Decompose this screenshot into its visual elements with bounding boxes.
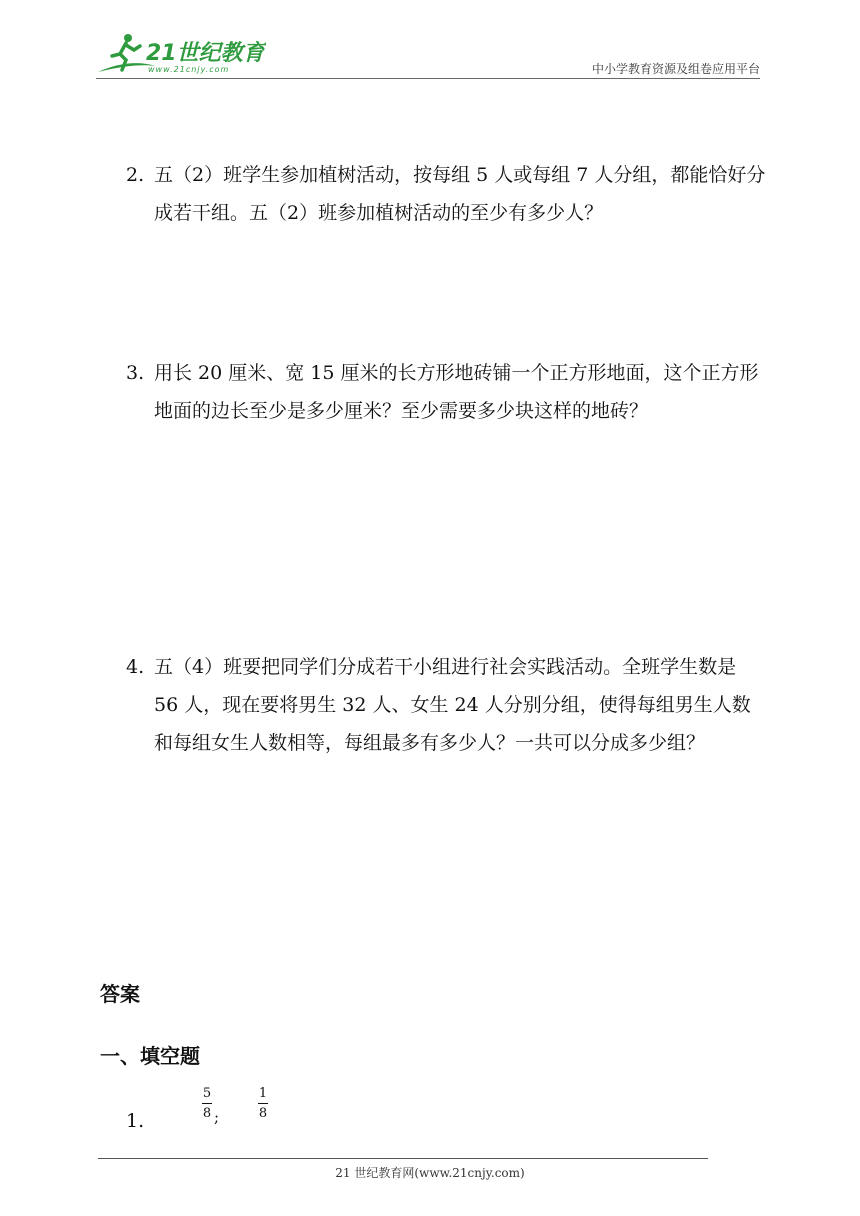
fraction-denominator: 8 bbox=[202, 1106, 212, 1121]
fraction-denominator: 8 bbox=[258, 1106, 268, 1121]
answer-number: 1. bbox=[126, 1110, 145, 1132]
logo-text: 21世纪教育 bbox=[146, 41, 265, 66]
answers-heading: 答案 bbox=[100, 982, 140, 1006]
page-header bbox=[96, 30, 760, 80]
answer-item-1 bbox=[126, 1086, 426, 1136]
site-logo bbox=[96, 30, 266, 78]
question-number: 3. bbox=[126, 362, 145, 384]
question-text: 五（2）班学生参加植树活动，按每组 5 人或每组 7 人分组，都能恰好分成若干组。五（2）班参加植树活动的至少有多少人？ bbox=[154, 164, 766, 224]
answer-separator: ; bbox=[214, 1108, 220, 1126]
page-footer: 21 世纪教育网(www.21cnjy.com) bbox=[335, 1166, 525, 1180]
question-3 bbox=[126, 354, 766, 430]
section-fill-in-blank: 一、填空题 bbox=[100, 1044, 200, 1068]
header-divider bbox=[96, 78, 760, 79]
question-text: 五（4）班要把同学们分成若干小组进行社会实践活动。全班学生数是 56 人，现在要将男生 32 人、女生 24 人分别分组，使得每组男生人数和每组女生人数相等，每组最多有多少人？一共可以分成多少组？ bbox=[154, 656, 751, 754]
fraction-bar bbox=[258, 1103, 268, 1104]
question-2 bbox=[126, 156, 766, 232]
footer-divider bbox=[98, 1158, 708, 1159]
logo-url: www.21cnjy.com bbox=[148, 65, 230, 74]
answer-fraction-2 bbox=[258, 1086, 268, 1121]
question-number: 2. bbox=[126, 164, 145, 186]
answer-fraction-1 bbox=[202, 1086, 212, 1121]
question-4 bbox=[126, 648, 766, 762]
question-number: 4. bbox=[126, 656, 145, 678]
fraction-numerator: 1 bbox=[258, 1086, 268, 1101]
question-text: 用长 20 厘米、宽 15 厘米的长方形地砖铺一个正方形地面，这个正方形地面的边长至少是多少厘米？至少需要多少块这样的地砖？ bbox=[154, 362, 759, 422]
fraction-bar bbox=[202, 1103, 212, 1104]
fraction-numerator: 5 bbox=[202, 1086, 212, 1101]
header-tagline: 中小学教育资源及组卷应用平台 bbox=[591, 62, 760, 76]
